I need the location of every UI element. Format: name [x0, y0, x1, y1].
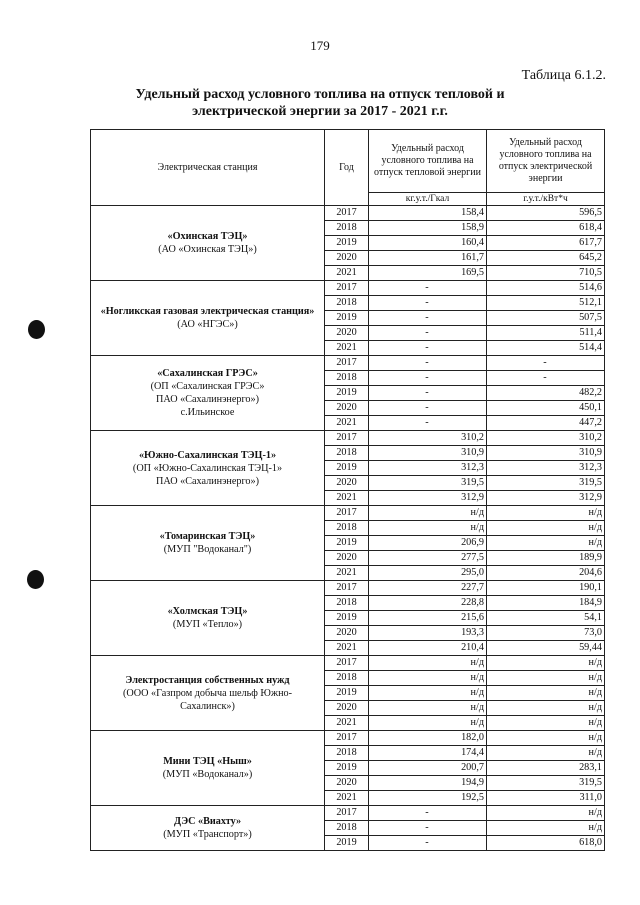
heat-value-cell: 200,7	[369, 761, 487, 776]
electric-value-cell: 482,2	[487, 386, 605, 401]
electric-value-cell: н/д	[487, 536, 605, 551]
heat-value-cell: н/д	[369, 521, 487, 536]
electric-value-cell: 319,5	[487, 776, 605, 791]
year-cell: 2021	[325, 266, 369, 281]
electric-value-cell: 507,5	[487, 311, 605, 326]
year-cell: 2020	[325, 776, 369, 791]
year-cell: 2021	[325, 341, 369, 356]
heat-value-cell: 174,4	[369, 746, 487, 761]
heat-value-cell: 319,5	[369, 476, 487, 491]
heat-value-cell: -	[369, 311, 487, 326]
heat-value-cell: 310,9	[369, 446, 487, 461]
electric-value-cell: 54,1	[487, 611, 605, 626]
station-cell	[91, 656, 325, 731]
electric-value-cell: н/д	[487, 686, 605, 701]
year-cell: 2018	[325, 521, 369, 536]
table-row	[91, 731, 605, 746]
heat-value-cell: н/д	[369, 701, 487, 716]
heat-value-cell: -	[369, 326, 487, 341]
year-cell: 2019	[325, 611, 369, 626]
station-cell	[91, 431, 325, 506]
electric-value-cell: 618,4	[487, 221, 605, 236]
heat-value-cell: 193,3	[369, 626, 487, 641]
heat-value-cell: -	[369, 401, 487, 416]
year-cell: 2017	[325, 806, 369, 821]
electric-value-cell: 645,2	[487, 251, 605, 266]
station-operator: (АО «НГЭС»)	[177, 319, 238, 330]
station-operator: с.Ильинское	[180, 407, 235, 418]
heat-value-cell: -	[369, 806, 487, 821]
electric-value-cell: 514,4	[487, 341, 605, 356]
column-header-heat: Удельный расход условного топлива на отпуск тепловой энергии	[369, 130, 487, 193]
electric-value-cell: 618,0	[487, 836, 605, 851]
station-name: Электростанция собственных нужд	[125, 674, 290, 686]
year-cell: 2019	[325, 536, 369, 551]
heat-value-cell: н/д	[369, 671, 487, 686]
station-operator: (ОП «Сахалинская ГРЭС»	[150, 381, 265, 392]
electric-value-cell: н/д	[487, 521, 605, 536]
heat-value-cell: 312,9	[369, 491, 487, 506]
heat-value-cell: 215,6	[369, 611, 487, 626]
heat-value-cell: -	[369, 341, 487, 356]
title-line-2: электрической энергии за 2017 - 2021 г.г.	[192, 104, 448, 119]
punch-hole-mark	[28, 320, 45, 339]
year-cell: 2019	[325, 236, 369, 251]
year-cell: 2018	[325, 221, 369, 236]
station-cell	[91, 581, 325, 656]
table-row	[91, 431, 605, 446]
table-row	[91, 506, 605, 521]
heat-value-cell: 192,5	[369, 791, 487, 806]
year-cell: 2018	[325, 821, 369, 836]
year-cell: 2017	[325, 206, 369, 221]
station-cell	[91, 806, 325, 851]
column-header-year: Год	[325, 130, 369, 206]
station-operator: ПАО «Сахалинэнерго»)	[155, 475, 260, 487]
station-cell	[91, 206, 325, 281]
electric-value-cell: 596,5	[487, 206, 605, 221]
electric-value-cell: 311,0	[487, 791, 605, 806]
heat-value-cell: -	[369, 371, 487, 386]
station-cell	[91, 506, 325, 581]
year-cell: 2021	[325, 491, 369, 506]
electric-value-cell: 617,7	[487, 236, 605, 251]
station-operator: (МУП «Водоканал»)	[162, 769, 253, 780]
heat-value-cell: -	[369, 281, 487, 296]
heat-value-cell: н/д	[369, 656, 487, 671]
electric-value-cell: 312,9	[487, 491, 605, 506]
fuel-consumption-table	[90, 129, 605, 851]
document-title	[100, 86, 540, 120]
title-line-1: Удельный расход условного топлива на отпуск тепловой и	[135, 87, 505, 102]
year-cell: 2021	[325, 416, 369, 431]
year-cell: 2019	[325, 386, 369, 401]
electric-value-cell: 511,4	[487, 326, 605, 341]
year-cell: 2021	[325, 566, 369, 581]
table-body	[91, 206, 605, 851]
electric-value-cell: н/д	[487, 671, 605, 686]
year-cell: 2020	[325, 401, 369, 416]
station-operator: (МУП «Транспорт»)	[163, 829, 252, 840]
heat-value-cell: н/д	[369, 686, 487, 701]
electric-value-cell: 450,1	[487, 401, 605, 416]
year-cell: 2021	[325, 791, 369, 806]
heat-value-cell: -	[369, 296, 487, 311]
electric-value-cell: н/д	[487, 806, 605, 821]
page-number: 179	[310, 38, 330, 53]
year-cell: 2018	[325, 296, 369, 311]
electric-value-cell: 189,9	[487, 551, 605, 566]
table-row	[91, 206, 605, 221]
year-cell: 2020	[325, 551, 369, 566]
heat-value-cell: -	[369, 821, 487, 836]
heat-value-cell: 295,0	[369, 566, 487, 581]
electric-value-cell: 514,6	[487, 281, 605, 296]
table-caption: Таблица 6.1.2.	[521, 68, 606, 83]
year-cell: 2017	[325, 731, 369, 746]
heat-value-cell: -	[369, 356, 487, 371]
year-cell: 2018	[325, 371, 369, 386]
year-cell: 2020	[325, 251, 369, 266]
unit-heat: кг.у.т./Гкал	[369, 193, 487, 206]
station-operator: (МУП "Водоканал")	[163, 544, 252, 555]
unit-electric: г.у.т./кВт*ч	[487, 193, 605, 206]
heat-value-cell: 158,9	[369, 221, 487, 236]
heat-value-cell: 194,9	[369, 776, 487, 791]
year-cell: 2019	[325, 311, 369, 326]
station-operator: (ОП «Южно-Сахалинская ТЭЦ-1»	[132, 462, 283, 474]
heat-value-cell: н/д	[369, 506, 487, 521]
punch-hole-mark	[27, 570, 44, 589]
station-cell	[91, 356, 325, 431]
station-cell	[91, 731, 325, 806]
year-cell: 2017	[325, 431, 369, 446]
electric-value-cell: н/д	[487, 821, 605, 836]
heat-value-cell: -	[369, 386, 487, 401]
year-cell: 2019	[325, 461, 369, 476]
electric-value-cell: 312,3	[487, 461, 605, 476]
electric-value-cell: 73,0	[487, 626, 605, 641]
heat-value-cell: -	[369, 836, 487, 851]
year-cell: 2017	[325, 281, 369, 296]
heat-value-cell: 160,4	[369, 236, 487, 251]
electric-value-cell: 184,9	[487, 596, 605, 611]
electric-value-cell: н/д	[487, 746, 605, 761]
station-name: «Охинская ТЭЦ»	[167, 231, 248, 242]
heat-value-cell: 169,5	[369, 266, 487, 281]
year-cell: 2018	[325, 446, 369, 461]
heat-value-cell: 210,4	[369, 641, 487, 656]
electric-value-cell: 710,5	[487, 266, 605, 281]
year-cell: 2020	[325, 626, 369, 641]
station-cell	[91, 281, 325, 356]
electric-value-cell: 512,1	[487, 296, 605, 311]
station-operator: Сахалинск»)	[180, 700, 235, 712]
year-cell: 2020	[325, 476, 369, 491]
year-cell: 2020	[325, 701, 369, 716]
column-header-electric: Удельный расход условного топлива на отпуск электрической энергии	[487, 130, 605, 193]
station-name: ДЭС «Виахту»	[173, 816, 242, 827]
electric-value-cell: -	[487, 356, 605, 371]
year-cell: 2017	[325, 581, 369, 596]
heat-value-cell: 158,4	[369, 206, 487, 221]
electric-value-cell: 310,9	[487, 446, 605, 461]
heat-value-cell: 277,5	[369, 551, 487, 566]
station-operator: ПАО «Сахалинэнерго»)	[155, 394, 260, 405]
electric-value-cell: 447,2	[487, 416, 605, 431]
station-operator: (ООО «Газпром добыча шельф Южно-	[122, 687, 293, 699]
station-name: «Ногликская газовая электрическая станция»	[100, 306, 315, 317]
year-cell: 2019	[325, 761, 369, 776]
table-row	[91, 281, 605, 296]
table-row	[91, 356, 605, 371]
year-cell: 2017	[325, 506, 369, 521]
heat-value-cell: 312,3	[369, 461, 487, 476]
station-name: «Томаринская ТЭЦ»	[159, 531, 256, 542]
electric-value-cell: 59,44	[487, 641, 605, 656]
table-row	[91, 581, 605, 596]
heat-value-cell: -	[369, 416, 487, 431]
year-cell: 2020	[325, 326, 369, 341]
heat-value-cell: 310,2	[369, 431, 487, 446]
electric-value-cell: 310,2	[487, 431, 605, 446]
electric-value-cell: 319,5	[487, 476, 605, 491]
year-cell: 2019	[325, 836, 369, 851]
heat-value-cell: 228,8	[369, 596, 487, 611]
year-cell: 2019	[325, 686, 369, 701]
year-cell: 2018	[325, 746, 369, 761]
electric-value-cell: 283,1	[487, 761, 605, 776]
electric-value-cell: -	[487, 371, 605, 386]
year-cell: 2018	[325, 671, 369, 686]
year-cell: 2021	[325, 641, 369, 656]
station-operator: (МУП «Тепло»)	[172, 619, 243, 630]
heat-value-cell: 227,7	[369, 581, 487, 596]
electric-value-cell: н/д	[487, 701, 605, 716]
electric-value-cell: 204,6	[487, 566, 605, 581]
year-cell: 2017	[325, 656, 369, 671]
station-operator: (АО «Охинская ТЭЦ»)	[158, 244, 257, 255]
station-name: «Сахалинская ГРЭС»	[157, 368, 258, 379]
heat-value-cell: 206,9	[369, 536, 487, 551]
electric-value-cell: 190,1	[487, 581, 605, 596]
year-cell: 2017	[325, 356, 369, 371]
table-row	[91, 656, 605, 671]
heat-value-cell: н/д	[369, 716, 487, 731]
column-header-station: Электрическая станция	[91, 130, 325, 206]
station-name: Мини ТЭЦ «Ныш»	[163, 756, 252, 767]
electric-value-cell: н/д	[487, 506, 605, 521]
year-cell: 2018	[325, 596, 369, 611]
heat-value-cell: 161,7	[369, 251, 487, 266]
station-name: «Холмская ТЭЦ»	[167, 606, 248, 617]
electric-value-cell: н/д	[487, 731, 605, 746]
heat-value-cell: 182,0	[369, 731, 487, 746]
station-name: «Южно-Сахалинская ТЭЦ-1»	[138, 449, 277, 461]
electric-value-cell: н/д	[487, 716, 605, 731]
table-row	[91, 806, 605, 821]
year-cell: 2021	[325, 716, 369, 731]
electric-value-cell: н/д	[487, 656, 605, 671]
